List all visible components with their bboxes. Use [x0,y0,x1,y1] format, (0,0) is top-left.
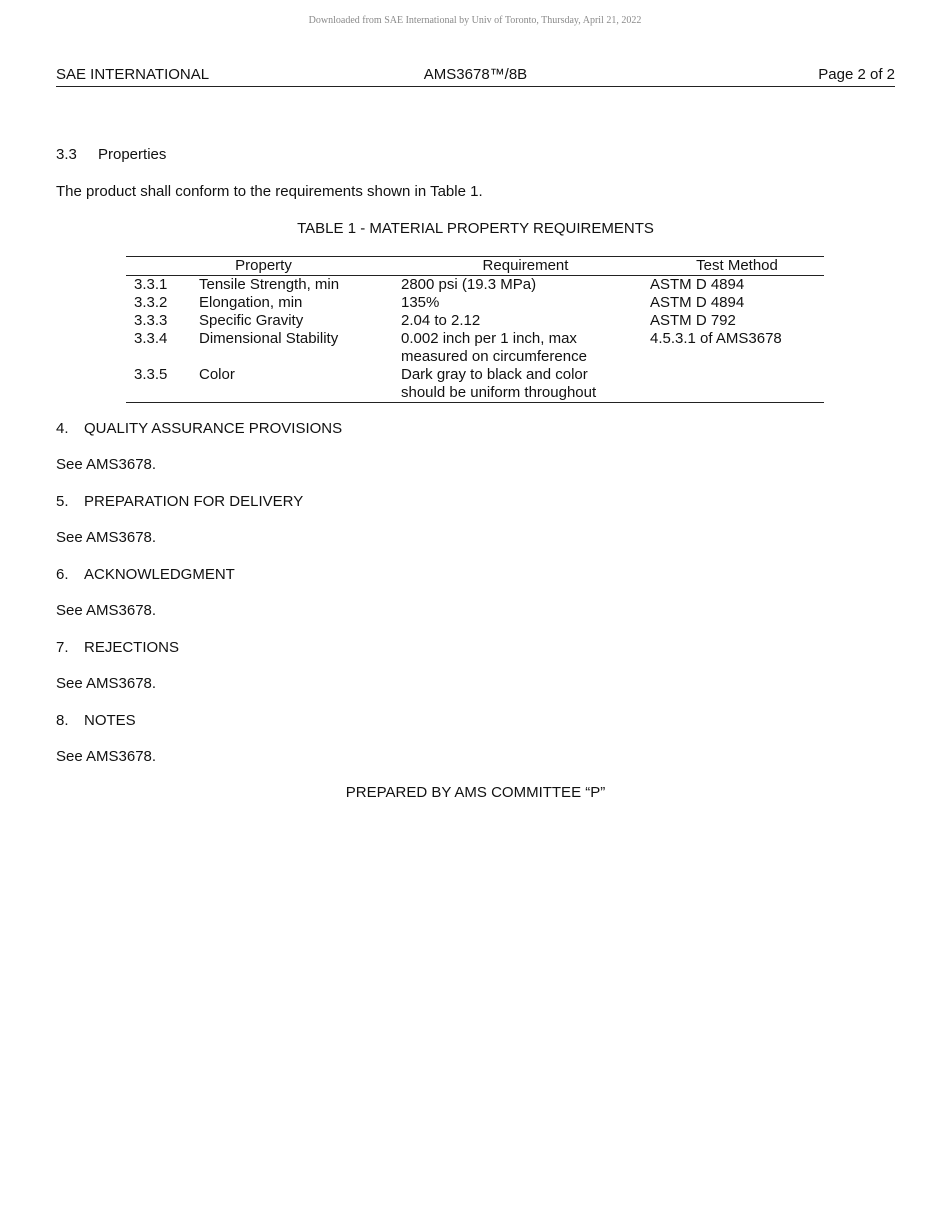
section-number: 8. [56,712,69,729]
requirement-line-2: measured on circumference [401,348,587,365]
row-requirement [401,366,650,403]
page-header [56,66,895,87]
requirement-line-1: 135% [401,294,440,311]
header-page-number: Page 2 of 2 [818,66,895,83]
section-8-text: See AMS3678. [56,748,157,765]
row-test-method: ASTM D 4894 [650,294,745,311]
section-4-text: See AMS3678. [56,456,157,473]
table-row [126,366,824,403]
section-title: NOTES [84,712,136,729]
section-title: REJECTIONS [84,639,180,656]
section-6-heading [56,566,235,583]
row-requirement [401,276,650,295]
section-5-text: See AMS3678. [56,529,157,546]
row-test-method: 4.5.3.1 of AMS3678 [650,330,782,347]
row-test-method: ASTM D 792 [650,312,736,329]
table-header-row [126,257,824,276]
table-row [126,294,824,312]
header-requirement: Requirement [401,257,650,276]
row-requirement [401,294,650,312]
row-number: 3.3.1 [134,276,168,293]
section-number: 7. [56,639,69,656]
header-org: SAE INTERNATIONAL [56,66,210,83]
section-title: Properties [98,146,167,163]
section-title: QUALITY ASSURANCE PROVISIONS [84,420,343,437]
header-test-method: Test Method [650,257,824,276]
requirement-line-1: 2800 psi (19.3 MPa) [401,276,537,293]
section-5-heading [56,493,303,510]
section-3-3-text: The product shall conform to the requirements shown in Table 1. [56,183,483,200]
section-6-text: See AMS3678. [56,602,157,619]
header-doc-id: AMS3678™/8B [423,66,528,83]
row-property: Tensile Strength, min [199,276,340,293]
section-title: ACKNOWLEDGMENT [84,566,235,583]
section-7-text: See AMS3678. [56,675,157,692]
row-number: 3.3.4 [134,330,168,347]
row-number: 3.3.3 [134,312,168,329]
row-test-method [650,366,824,403]
row-requirement [401,330,650,366]
table-title: TABLE 1 - MATERIAL PROPERTY REQUIREMENTS [297,220,654,237]
section-8-heading [56,712,136,729]
section-number: 3.3 [56,146,77,163]
row-property: Specific Gravity [199,312,304,329]
requirement-line-1: 2.04 to 2.12 [401,312,481,329]
section-number: 6. [56,566,69,583]
row-test-method: ASTM D 4894 [650,276,745,293]
section-4-heading [56,420,342,437]
table-row [126,312,824,330]
row-number: 3.3.5 [134,366,168,383]
table-row [126,330,824,366]
download-watermark: Downloaded from SAE International by Univ of Toronto, Thursday, April 21, 2022 [308,15,642,26]
requirement-line-1: Dark gray to black and color [401,366,588,383]
header-property: Property [126,257,401,276]
section-7-heading [56,639,179,656]
table-row [126,276,824,295]
section-3-3-heading [56,146,166,163]
row-property: Elongation, min [199,294,303,311]
prepared-by-line: PREPARED BY AMS COMMITTEE “P” [345,784,606,801]
section-number: 4. [56,420,69,437]
row-number: 3.3.2 [134,294,168,311]
section-number: 5. [56,493,69,510]
row-property: Dimensional Stability [199,330,339,347]
requirement-line-2: should be uniform throughout [401,384,597,401]
material-property-table [126,256,824,403]
row-requirement [401,312,650,330]
section-title: PREPARATION FOR DELIVERY [84,493,304,510]
row-property: Color [199,366,235,383]
requirement-line-1: 0.002 inch per 1 inch, max [401,330,577,347]
